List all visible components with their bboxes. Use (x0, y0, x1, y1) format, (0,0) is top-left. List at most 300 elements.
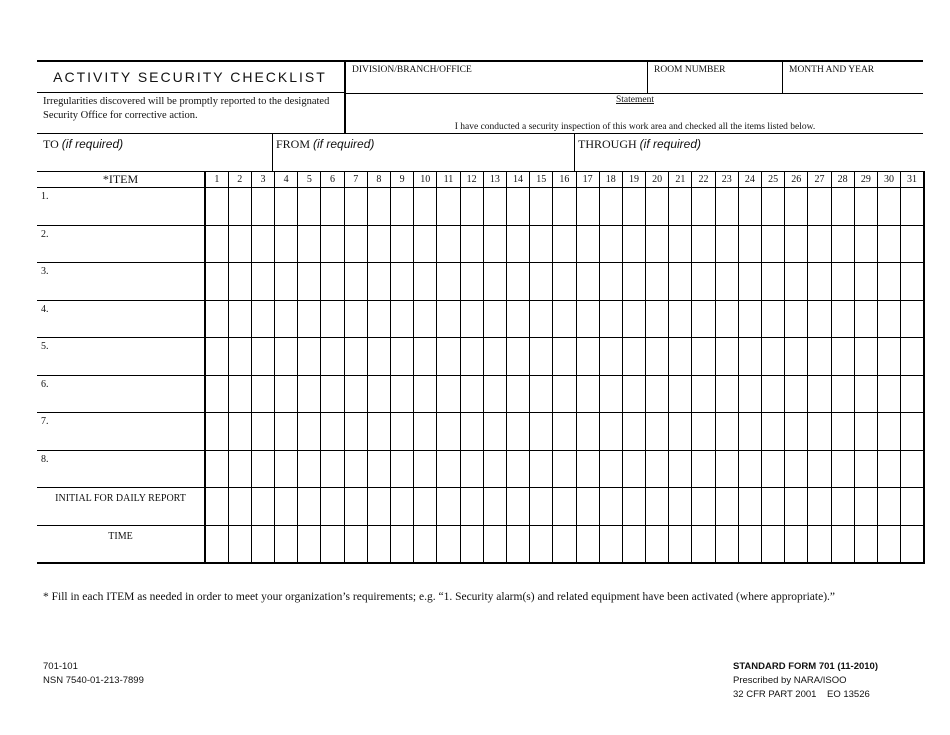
day-check-cell[interactable] (506, 375, 529, 413)
day-check-cell[interactable] (321, 263, 344, 301)
day-check-cell[interactable] (275, 300, 298, 338)
day-check-cell[interactable] (530, 338, 553, 376)
day-check-cell[interactable] (646, 263, 669, 301)
day-check-cell[interactable] (808, 375, 831, 413)
day-check-cell[interactable] (738, 263, 761, 301)
day-check-cell[interactable] (599, 375, 622, 413)
day-check-cell[interactable] (367, 525, 390, 563)
day-check-cell[interactable] (576, 300, 599, 338)
day-check-cell[interactable] (877, 525, 900, 563)
day-check-cell[interactable] (205, 450, 228, 488)
day-check-cell[interactable] (414, 450, 437, 488)
day-check-cell[interactable] (506, 413, 529, 451)
day-check-cell[interactable] (205, 525, 228, 563)
day-check-cell[interactable] (622, 450, 645, 488)
day-check-cell[interactable] (483, 375, 506, 413)
day-check-cell[interactable] (275, 525, 298, 563)
item-cell[interactable] (37, 413, 205, 451)
day-check-cell[interactable] (669, 300, 692, 338)
day-check-cell[interactable] (367, 225, 390, 263)
day-check-cell[interactable] (391, 338, 414, 376)
day-check-cell[interactable] (321, 225, 344, 263)
day-check-cell[interactable] (414, 188, 437, 226)
day-check-cell[interactable] (275, 488, 298, 526)
day-check-cell[interactable] (437, 300, 460, 338)
day-check-cell[interactable] (321, 188, 344, 226)
item-cell[interactable] (37, 450, 205, 488)
day-check-cell[interactable] (692, 300, 715, 338)
day-check-cell[interactable] (275, 338, 298, 376)
day-check-cell[interactable] (344, 525, 367, 563)
day-check-cell[interactable] (901, 225, 924, 263)
day-check-cell[interactable] (553, 225, 576, 263)
day-check-cell[interactable] (831, 413, 854, 451)
day-check-cell[interactable] (275, 188, 298, 226)
day-check-cell[interactable] (646, 525, 669, 563)
day-check-cell[interactable] (738, 338, 761, 376)
day-check-cell[interactable] (877, 188, 900, 226)
day-check-cell[interactable] (251, 300, 274, 338)
day-check-cell[interactable] (228, 488, 251, 526)
day-check-cell[interactable] (715, 450, 738, 488)
day-check-cell[interactable] (576, 263, 599, 301)
day-check-cell[interactable] (483, 338, 506, 376)
day-check-cell[interactable] (877, 300, 900, 338)
room-number-input[interactable] (650, 78, 780, 92)
day-check-cell[interactable] (506, 225, 529, 263)
day-check-cell[interactable] (831, 525, 854, 563)
day-check-cell[interactable] (738, 300, 761, 338)
day-check-cell[interactable] (344, 450, 367, 488)
day-check-cell[interactable] (414, 300, 437, 338)
day-check-cell[interactable] (506, 450, 529, 488)
day-check-cell[interactable] (715, 225, 738, 263)
day-check-cell[interactable] (460, 413, 483, 451)
day-check-cell[interactable] (808, 413, 831, 451)
day-check-cell[interactable] (646, 488, 669, 526)
day-check-cell[interactable] (646, 450, 669, 488)
day-check-cell[interactable] (669, 450, 692, 488)
day-check-cell[interactable] (205, 225, 228, 263)
day-check-cell[interactable] (901, 338, 924, 376)
day-check-cell[interactable] (692, 263, 715, 301)
day-check-cell[interactable] (715, 488, 738, 526)
item-cell[interactable] (37, 338, 205, 376)
day-check-cell[interactable] (553, 413, 576, 451)
day-check-cell[interactable] (437, 263, 460, 301)
day-check-cell[interactable] (321, 488, 344, 526)
day-check-cell[interactable] (692, 375, 715, 413)
day-check-cell[interactable] (715, 338, 738, 376)
day-check-cell[interactable] (530, 263, 553, 301)
day-check-cell[interactable] (414, 375, 437, 413)
day-check-cell[interactable] (831, 188, 854, 226)
day-check-cell[interactable] (669, 488, 692, 526)
day-check-cell[interactable] (715, 413, 738, 451)
day-check-cell[interactable] (414, 225, 437, 263)
day-check-cell[interactable] (437, 338, 460, 376)
day-check-cell[interactable] (808, 188, 831, 226)
day-check-cell[interactable] (669, 525, 692, 563)
day-check-cell[interactable] (391, 300, 414, 338)
day-check-cell[interactable] (483, 188, 506, 226)
day-check-cell[interactable] (646, 375, 669, 413)
day-check-cell[interactable] (599, 525, 622, 563)
day-check-cell[interactable] (228, 263, 251, 301)
through-input[interactable] (577, 152, 921, 169)
day-check-cell[interactable] (808, 300, 831, 338)
day-check-cell[interactable] (715, 525, 738, 563)
day-check-cell[interactable] (391, 225, 414, 263)
day-check-cell[interactable] (367, 188, 390, 226)
day-check-cell[interactable] (460, 525, 483, 563)
day-check-cell[interactable] (414, 525, 437, 563)
day-check-cell[interactable] (762, 450, 785, 488)
day-check-cell[interactable] (391, 413, 414, 451)
day-check-cell[interactable] (367, 375, 390, 413)
day-check-cell[interactable] (298, 450, 321, 488)
day-check-cell[interactable] (808, 525, 831, 563)
day-check-cell[interactable] (854, 225, 877, 263)
day-check-cell[interactable] (785, 450, 808, 488)
day-check-cell[interactable] (646, 338, 669, 376)
day-check-cell[interactable] (738, 375, 761, 413)
from-input[interactable] (275, 152, 571, 169)
day-check-cell[interactable] (391, 263, 414, 301)
day-check-cell[interactable] (901, 525, 924, 563)
day-check-cell[interactable] (414, 488, 437, 526)
day-check-cell[interactable] (483, 300, 506, 338)
day-check-cell[interactable] (298, 225, 321, 263)
day-check-cell[interactable] (367, 300, 390, 338)
day-check-cell[interactable] (367, 488, 390, 526)
day-check-cell[interactable] (228, 450, 251, 488)
day-check-cell[interactable] (530, 450, 553, 488)
day-check-cell[interactable] (251, 225, 274, 263)
day-check-cell[interactable] (762, 263, 785, 301)
day-check-cell[interactable] (483, 525, 506, 563)
day-check-cell[interactable] (599, 338, 622, 376)
day-check-cell[interactable] (738, 525, 761, 563)
day-check-cell[interactable] (901, 488, 924, 526)
day-check-cell[interactable] (808, 263, 831, 301)
day-check-cell[interactable] (854, 450, 877, 488)
day-check-cell[interactable] (877, 338, 900, 376)
day-check-cell[interactable] (715, 375, 738, 413)
day-check-cell[interactable] (205, 188, 228, 226)
day-check-cell[interactable] (506, 488, 529, 526)
day-check-cell[interactable] (391, 450, 414, 488)
day-check-cell[interactable] (669, 263, 692, 301)
day-check-cell[interactable] (622, 488, 645, 526)
day-check-cell[interactable] (692, 525, 715, 563)
day-check-cell[interactable] (483, 488, 506, 526)
day-check-cell[interactable] (692, 188, 715, 226)
day-check-cell[interactable] (530, 225, 553, 263)
day-check-cell[interactable] (715, 188, 738, 226)
day-check-cell[interactable] (275, 450, 298, 488)
day-check-cell[interactable] (901, 413, 924, 451)
day-check-cell[interactable] (877, 225, 900, 263)
day-check-cell[interactable] (414, 413, 437, 451)
day-check-cell[interactable] (391, 488, 414, 526)
day-check-cell[interactable] (901, 300, 924, 338)
day-check-cell[interactable] (251, 263, 274, 301)
day-check-cell[interactable] (298, 338, 321, 376)
day-check-cell[interactable] (460, 450, 483, 488)
day-check-cell[interactable] (576, 338, 599, 376)
day-check-cell[interactable] (785, 263, 808, 301)
day-check-cell[interactable] (831, 263, 854, 301)
day-check-cell[interactable] (692, 413, 715, 451)
day-check-cell[interactable] (460, 263, 483, 301)
day-check-cell[interactable] (831, 300, 854, 338)
day-check-cell[interactable] (877, 413, 900, 451)
day-check-cell[interactable] (460, 488, 483, 526)
day-check-cell[interactable] (622, 525, 645, 563)
day-check-cell[interactable] (391, 188, 414, 226)
day-check-cell[interactable] (483, 413, 506, 451)
day-check-cell[interactable] (298, 188, 321, 226)
day-check-cell[interactable] (344, 413, 367, 451)
day-check-cell[interactable] (391, 375, 414, 413)
day-check-cell[interactable] (228, 413, 251, 451)
day-check-cell[interactable] (762, 338, 785, 376)
day-check-cell[interactable] (576, 225, 599, 263)
day-check-cell[interactable] (437, 488, 460, 526)
day-check-cell[interactable] (576, 413, 599, 451)
day-check-cell[interactable] (437, 375, 460, 413)
day-check-cell[interactable] (460, 338, 483, 376)
day-check-cell[interactable] (785, 338, 808, 376)
day-check-cell[interactable] (669, 338, 692, 376)
day-check-cell[interactable] (228, 338, 251, 376)
day-check-cell[interactable] (205, 300, 228, 338)
day-check-cell[interactable] (599, 188, 622, 226)
day-check-cell[interactable] (831, 450, 854, 488)
item-cell[interactable] (37, 488, 205, 526)
day-check-cell[interactable] (437, 225, 460, 263)
day-check-cell[interactable] (367, 450, 390, 488)
day-check-cell[interactable] (205, 488, 228, 526)
day-check-cell[interactable] (367, 413, 390, 451)
day-check-cell[interactable] (669, 413, 692, 451)
day-check-cell[interactable] (576, 375, 599, 413)
day-check-cell[interactable] (831, 338, 854, 376)
day-check-cell[interactable] (738, 488, 761, 526)
day-check-cell[interactable] (228, 300, 251, 338)
day-check-cell[interactable] (414, 338, 437, 376)
day-check-cell[interactable] (646, 300, 669, 338)
day-check-cell[interactable] (344, 375, 367, 413)
day-check-cell[interactable] (854, 338, 877, 376)
day-check-cell[interactable] (646, 188, 669, 226)
day-check-cell[interactable] (391, 525, 414, 563)
day-check-cell[interactable] (321, 525, 344, 563)
division-input[interactable] (348, 78, 644, 92)
day-check-cell[interactable] (622, 375, 645, 413)
day-check-cell[interactable] (692, 338, 715, 376)
day-check-cell[interactable] (553, 488, 576, 526)
item-cell[interactable] (37, 263, 205, 301)
day-check-cell[interactable] (506, 188, 529, 226)
day-check-cell[interactable] (715, 300, 738, 338)
day-check-cell[interactable] (251, 188, 274, 226)
day-check-cell[interactable] (251, 375, 274, 413)
day-check-cell[interactable] (553, 525, 576, 563)
item-cell[interactable] (37, 375, 205, 413)
item-cell[interactable] (37, 300, 205, 338)
day-check-cell[interactable] (553, 338, 576, 376)
day-check-cell[interactable] (437, 450, 460, 488)
day-check-cell[interactable] (414, 263, 437, 301)
day-check-cell[interactable] (785, 375, 808, 413)
day-check-cell[interactable] (506, 338, 529, 376)
day-check-cell[interactable] (762, 488, 785, 526)
day-check-cell[interactable] (251, 450, 274, 488)
day-check-cell[interactable] (275, 225, 298, 263)
day-check-cell[interactable] (205, 375, 228, 413)
day-check-cell[interactable] (692, 225, 715, 263)
day-check-cell[interactable] (669, 375, 692, 413)
item-cell[interactable] (37, 225, 205, 263)
day-check-cell[interactable] (506, 525, 529, 563)
day-check-cell[interactable] (599, 263, 622, 301)
day-check-cell[interactable] (553, 450, 576, 488)
day-check-cell[interactable] (785, 488, 808, 526)
day-check-cell[interactable] (854, 188, 877, 226)
day-check-cell[interactable] (251, 413, 274, 451)
day-check-cell[interactable] (344, 338, 367, 376)
day-check-cell[interactable] (576, 488, 599, 526)
to-input[interactable] (40, 152, 268, 169)
day-check-cell[interactable] (553, 263, 576, 301)
day-check-cell[interactable] (483, 450, 506, 488)
day-check-cell[interactable] (622, 300, 645, 338)
day-check-cell[interactable] (785, 188, 808, 226)
day-check-cell[interactable] (831, 488, 854, 526)
day-check-cell[interactable] (251, 338, 274, 376)
day-check-cell[interactable] (530, 188, 553, 226)
day-check-cell[interactable] (205, 263, 228, 301)
day-check-cell[interactable] (275, 375, 298, 413)
day-check-cell[interactable] (460, 225, 483, 263)
day-check-cell[interactable] (901, 450, 924, 488)
day-check-cell[interactable] (762, 375, 785, 413)
day-check-cell[interactable] (483, 225, 506, 263)
item-cell[interactable] (37, 188, 205, 226)
day-check-cell[interactable] (877, 375, 900, 413)
day-check-cell[interactable] (228, 225, 251, 263)
day-check-cell[interactable] (785, 225, 808, 263)
day-check-cell[interactable] (854, 375, 877, 413)
day-check-cell[interactable] (599, 225, 622, 263)
day-check-cell[interactable] (692, 450, 715, 488)
day-check-cell[interactable] (762, 413, 785, 451)
day-check-cell[interactable] (762, 188, 785, 226)
day-check-cell[interactable] (530, 375, 553, 413)
day-check-cell[interactable] (854, 263, 877, 301)
day-check-cell[interactable] (738, 413, 761, 451)
day-check-cell[interactable] (344, 225, 367, 263)
day-check-cell[interactable] (321, 300, 344, 338)
day-check-cell[interactable] (321, 413, 344, 451)
day-check-cell[interactable] (622, 188, 645, 226)
day-check-cell[interactable] (251, 525, 274, 563)
day-check-cell[interactable] (321, 375, 344, 413)
day-check-cell[interactable] (367, 338, 390, 376)
day-check-cell[interactable] (808, 225, 831, 263)
day-check-cell[interactable] (530, 488, 553, 526)
day-check-cell[interactable] (622, 225, 645, 263)
day-check-cell[interactable] (622, 413, 645, 451)
day-check-cell[interactable] (785, 413, 808, 451)
day-check-cell[interactable] (275, 263, 298, 301)
day-check-cell[interactable] (785, 300, 808, 338)
day-check-cell[interactable] (298, 525, 321, 563)
day-check-cell[interactable] (877, 450, 900, 488)
day-check-cell[interactable] (762, 525, 785, 563)
day-check-cell[interactable] (344, 488, 367, 526)
item-cell[interactable] (37, 525, 205, 563)
day-check-cell[interactable] (228, 525, 251, 563)
day-check-cell[interactable] (854, 488, 877, 526)
day-check-cell[interactable] (576, 450, 599, 488)
day-check-cell[interactable] (553, 300, 576, 338)
day-check-cell[interactable] (506, 263, 529, 301)
day-check-cell[interactable] (530, 525, 553, 563)
day-check-cell[interactable] (205, 338, 228, 376)
day-check-cell[interactable] (785, 525, 808, 563)
day-check-cell[interactable] (483, 263, 506, 301)
day-check-cell[interactable] (228, 188, 251, 226)
day-check-cell[interactable] (275, 413, 298, 451)
day-check-cell[interactable] (901, 375, 924, 413)
day-check-cell[interactable] (576, 525, 599, 563)
day-check-cell[interactable] (344, 300, 367, 338)
day-check-cell[interactable] (506, 300, 529, 338)
day-check-cell[interactable] (460, 188, 483, 226)
day-check-cell[interactable] (901, 188, 924, 226)
day-check-cell[interactable] (460, 375, 483, 413)
day-check-cell[interactable] (808, 338, 831, 376)
day-check-cell[interactable] (762, 225, 785, 263)
day-check-cell[interactable] (553, 375, 576, 413)
day-check-cell[interactable] (738, 225, 761, 263)
day-check-cell[interactable] (738, 188, 761, 226)
day-check-cell[interactable] (298, 488, 321, 526)
day-check-cell[interactable] (854, 300, 877, 338)
day-check-cell[interactable] (599, 300, 622, 338)
day-check-cell[interactable] (669, 188, 692, 226)
day-check-cell[interactable] (344, 188, 367, 226)
day-check-cell[interactable] (367, 263, 390, 301)
day-check-cell[interactable] (877, 263, 900, 301)
day-check-cell[interactable] (437, 413, 460, 451)
day-check-cell[interactable] (808, 450, 831, 488)
day-check-cell[interactable] (298, 300, 321, 338)
day-check-cell[interactable] (437, 525, 460, 563)
day-check-cell[interactable] (854, 525, 877, 563)
day-check-cell[interactable] (808, 488, 831, 526)
day-check-cell[interactable] (738, 450, 761, 488)
day-check-cell[interactable] (437, 188, 460, 226)
day-check-cell[interactable] (622, 263, 645, 301)
day-check-cell[interactable] (530, 300, 553, 338)
day-check-cell[interactable] (831, 225, 854, 263)
day-check-cell[interactable] (599, 413, 622, 451)
day-check-cell[interactable] (321, 450, 344, 488)
